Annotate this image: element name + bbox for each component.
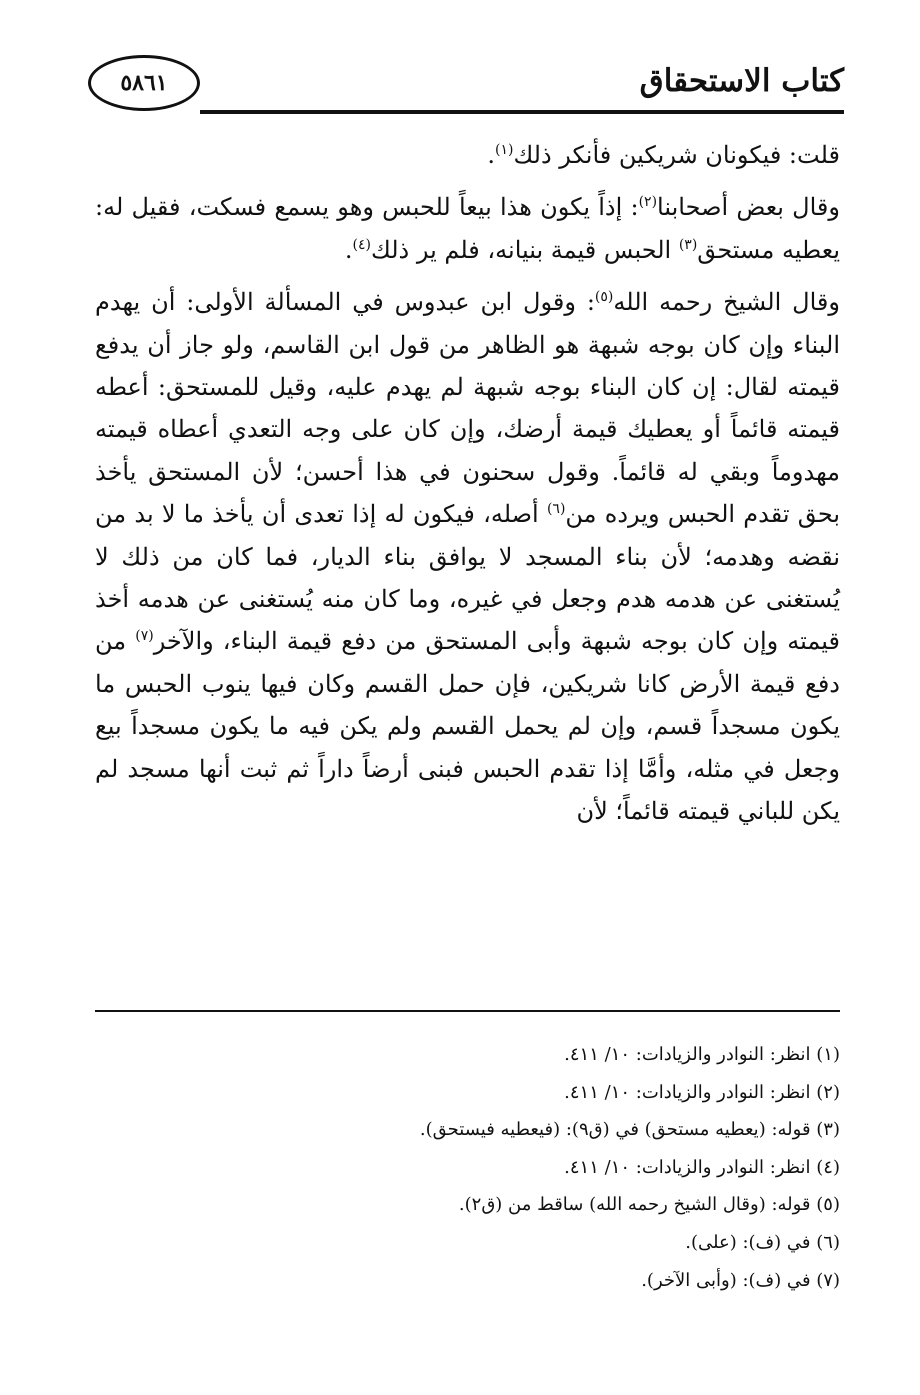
footnote-2: (٢) انظر: النوادر والزيادات: ١٠/ ٤١١. [564, 1081, 840, 1103]
footnote-6: (٦) في (ف): (على). [685, 1231, 840, 1253]
footnote-1: (١) انظر: النوادر والزيادات: ١٠/ ٤١١. [564, 1044, 840, 1065]
paragraph-2-text-c: الحبس قيمة بنيانه، فلم ير ذلك [370, 235, 679, 264]
page-header [88, 55, 844, 117]
footnote-ref-3: (٣) [678, 236, 698, 253]
header-rule [200, 110, 844, 114]
paragraph-1-text: قلت: فيكونان شريكين فأنكر ذلك [513, 141, 840, 169]
footnote-ref-7: (٧) [135, 628, 154, 645]
page-number: ٥٨٦١ [120, 70, 168, 96]
footnote-3: (٣) قوله: (يعطيه مستحق) في (ق٩): (فيعطيه فيستحق). [419, 1119, 840, 1141]
paragraph-2-text-b: : إذاً يكون هذا بيعاً للحبس وهو يسمع فسكت، فقيل له: يعطيه مستحق [95, 193, 840, 264]
paragraph-1-tail: . [487, 141, 495, 169]
page-number-oval [88, 55, 200, 111]
footnote-ref-6: (٦) [546, 501, 566, 518]
paragraph-2-text-a: وقال بعض أصحابنا [657, 193, 840, 222]
footnote-ref-4: (٤) [352, 236, 371, 253]
main-text [95, 134, 840, 833]
footnote-7: (٧) في (ف): (وأبى الآخر). [641, 1269, 840, 1291]
chapter-title: كتاب الاستحقاق [639, 63, 844, 99]
footnote-ref-5: (٥) [594, 289, 614, 306]
paragraph-3-text-b: : وقول ابن عبدوس في المسألة الأولى: أن يهدم البناء وإن كان بوجه شبهة هو الظاهر من قول ابن القاسم، ولو جاز أن يدفع قيمته لقال: إن كان البناء بوجه شبهة لم يهدم عليه، وقيل للمستحق: أعطه قيمته قائماً أو يعطيك قيمة أرضك، وإن كان على وجه التعدي أعطاه قيمته مهدوماً وبقي له قائماً. وقول سحنون في هذا أحسن؛ لأن المستحق يأخذ بحق تقدم الحبس ويرده من [95, 288, 840, 529]
footnote-5: (٥) قوله: (وقال الشيخ رحمه الله) ساقط من (ق٢). [458, 1194, 840, 1216]
paragraph-1 [95, 134, 840, 176]
paragraph-2-text-d: . [344, 235, 353, 264]
paragraph-3-text-d: من دفع قيمة الأرض كانا شريكين، فإن حمل القسم وكان فيها ينوب الحبس ما يكون مسجداً قسم، وإن لم يحمل القسم ولم يكن فيه ما يكون مسجداً بيع وجعل في مثله، وأمَّا إذا تقدم الحبس فبنى أرضاً داراً ثم ثبت أنها مسجد لم يكن للباني قيمته قائماً؛ لأن [95, 627, 840, 826]
paragraph-3-text-c: أصله، فيكون له إذا تعدى أن يأخذ ما لا بد من نقضه وهدمه؛ لأن بناء المسجد لا يوافق بناء الديار، فما كان من ذلك لا يُستغنى عن هدمه هدم وجعل في غيره، وما كان منه يُستغنى عن هدمه أخذ قيمته وإن كان بوجه شبهة وأبى المستحق من دفع قيمة البناء، والآخر [95, 500, 841, 656]
footnotes [95, 1036, 840, 1299]
paragraph-3-text-a: وقال الشيخ رحمه الله [613, 288, 840, 317]
footnote-ref-2: (٢) [638, 194, 658, 211]
footnote-separator [95, 1010, 840, 1012]
footnote-4: (٤) انظر: النوادر والزيادات: ١٠/ ٤١١. [564, 1156, 840, 1178]
footnote-ref-1: (١) [494, 142, 514, 158]
paragraph-3 [95, 281, 840, 832]
paragraph-2 [95, 186, 840, 271]
